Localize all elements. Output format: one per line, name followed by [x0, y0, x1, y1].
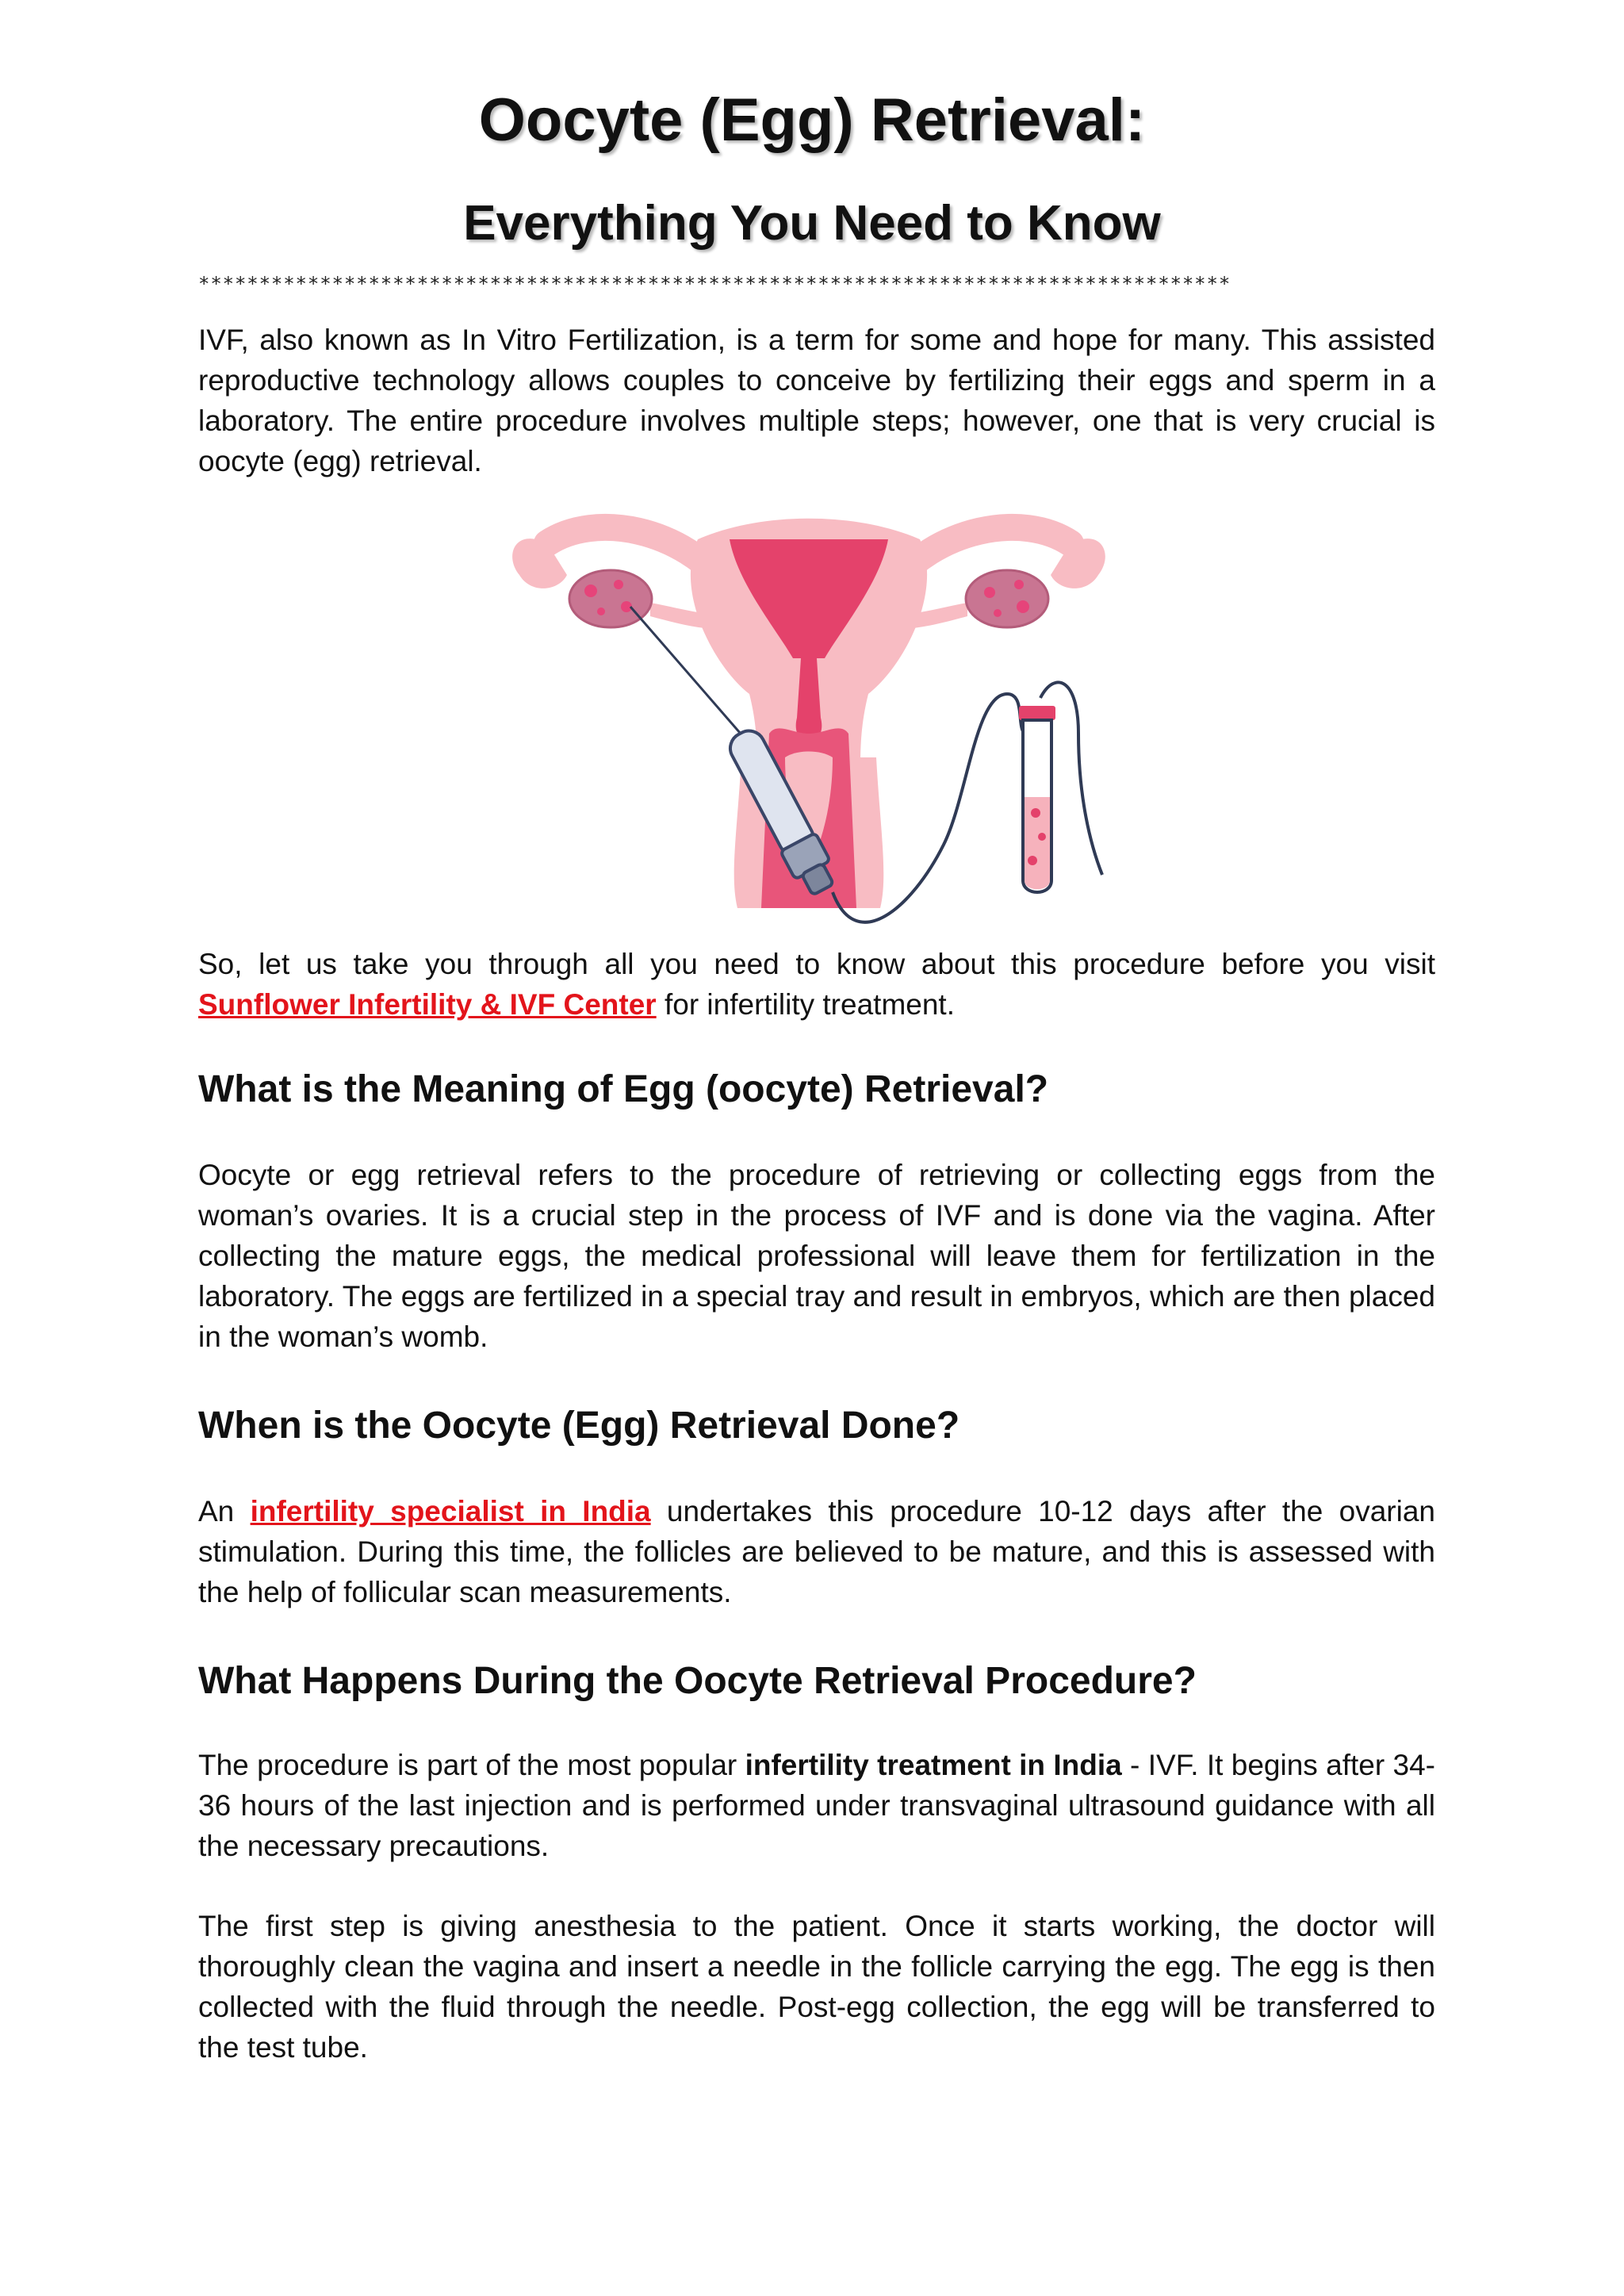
- section-procedure-body-2: [198, 1906, 1435, 2068]
- section-heading: When is the Oocyte (Egg) Retrieval Done?: [198, 1405, 960, 1447]
- section-paragraph: The procedure is part of the most popular infertility treatment in India - IVF. It begins after 34-36 hours of the last injection and is performed under transvaginal ultrasound guidance with all the necessary precautions.: [198, 1749, 1435, 1862]
- section-meaning-body: [198, 1155, 1435, 1357]
- section-paragraph: Oocyte or egg retrieval refers to the procedure of retrieving or collecting eggs from the woman’s ovaries. It is a crucial step in the process of IVF and is done via the vagina. After collecting the mature eggs, the medical professional will leave them for fertilization in the laboratory. The eggs are fertilized in a special tray and result in embryos, which are then placed in the woman’s womb.: [198, 1159, 1435, 1353]
- lead-block: [198, 944, 1435, 1025]
- right-ovary: [966, 570, 1048, 627]
- intro-paragraph: IVF, also known as In Vitro Fertilization, is a term for some and hope for many. This assisted reproductive technology allows couples to conceive by fertilizing their eggs and sperm in a laboratory. The entire procedure involves multiple steps; however, one that is very crucial is oocyte (egg) retrieval.: [198, 324, 1435, 477]
- egg-retrieval-illustration: [500, 496, 1118, 924]
- separator-line: *************************************************************************************: [198, 273, 1231, 295]
- section-procedure: [198, 1658, 1435, 1705]
- test-tube: [1019, 706, 1055, 892]
- intro-block: [198, 320, 1435, 481]
- sunflower-center-link[interactable]: Sunflower Infertility & IVF Center: [198, 988, 657, 1021]
- infertility-specialist-link[interactable]: infertility specialist in India: [250, 1495, 651, 1527]
- section-heading: What Happens During the Oocyte Retrieval Procedure?: [198, 1660, 1197, 1702]
- section-paragraph: An infertility specialist in India undertakes this procedure 10-12 days after the ovarian stimulation. During this time, the follicles are believed to be mature, and this is assessed with the help of follicular scan measurements.: [198, 1495, 1435, 1608]
- page-subtitle: Everything You Need to Know: [463, 196, 1161, 251]
- section-procedure-body-1: [198, 1745, 1435, 1866]
- lead-paragraph: So, let us take you through all you need to know about this procedure before you visit Sunflower Infertility & IVF Center for infertility treatment.: [198, 948, 1435, 1021]
- page-title: Oocyte (Egg) Retrieval:: [478, 86, 1146, 154]
- section-heading: What is the Meaning of Egg (oocyte) Retrieval?: [198, 1068, 1049, 1110]
- section-when-body: [198, 1491, 1435, 1612]
- section-paragraph: The first step is giving anesthesia to the patient. Once it starts working, the doctor will thoroughly clean the vagina and insert a needle in the follicle carrying the egg. The egg is then collected with the fluid through the needle. Post-egg collection, the egg will be transferred to the test tube.: [198, 1910, 1435, 2064]
- section-when: [198, 1402, 1435, 1450]
- section-meaning: [198, 1066, 1435, 1114]
